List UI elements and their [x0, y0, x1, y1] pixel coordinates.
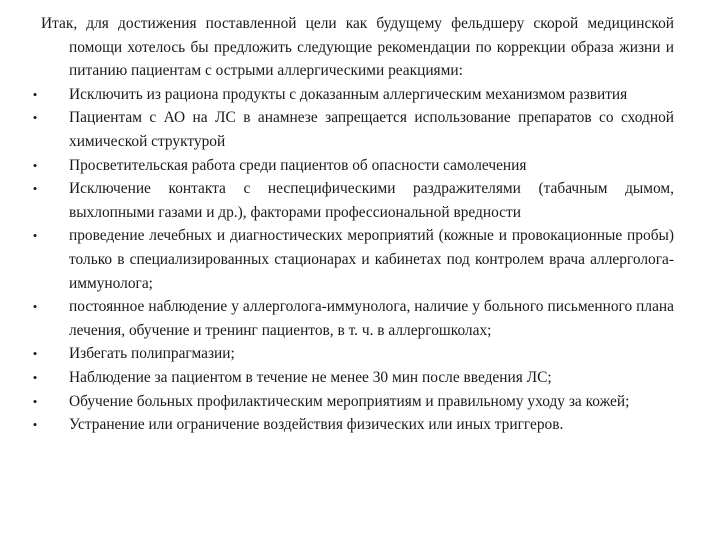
list-item-text: Избегать полипрагмазии; — [69, 345, 235, 363]
bullet-icon: • — [32, 299, 38, 315]
bullet-icon: • — [32, 181, 38, 197]
list-item-text: Обучение больных профилактическим мероприятиям и правильному уходу за кожей; — [69, 392, 630, 410]
document-page — [32, 12, 674, 437]
list-item — [32, 295, 674, 342]
list-item — [32, 366, 674, 390]
bullet-icon: • — [32, 86, 38, 102]
bullet-icon: • — [32, 157, 38, 173]
list-item-text: Пациентам с АО на ЛС в анамнезе запрещается использование препаратов со сходной химической структурой — [69, 109, 674, 150]
intro-paragraph: Итак, для достижения поставленной цели как будущему фельдшеру скорой медицинской помощи хотелось бы предложить следующие рекомендации по коррекции образа жизни и питанию пациентам с острыми аллергическими реакциями: — [41, 15, 674, 80]
list-item-text: проведение лечебных и диагностических мероприятий (кожные и провокационные пробы) только в специализированных стационарах и кабинетах под контролем врача аллерголога- иммунолога; — [69, 227, 674, 292]
bullet-icon: • — [32, 228, 38, 244]
bullet-icon: • — [32, 110, 38, 126]
list-item — [32, 106, 674, 153]
list-item-text: постоянное наблюдение у аллерголога-иммунолога, наличие у больного письменного плана лечения, обучение и тренинг пациентов, в т. ч. в аллергошколах; — [69, 298, 674, 339]
bullet-icon: • — [32, 369, 38, 385]
list-item — [32, 83, 674, 107]
bullet-icon: • — [32, 346, 38, 362]
list-item-text: Устранение или ограничение воздействия физических или иных триггеров. — [69, 416, 564, 434]
list-item — [32, 224, 674, 295]
bullet-icon: • — [32, 417, 38, 433]
list-item-text: Исключение контакта с неспецифическими раздражителями (табачным дымом, выхлопными газами и др.), факторами профессиональной вредности — [69, 180, 674, 221]
list-item — [32, 154, 674, 178]
bullet-icon: • — [32, 393, 38, 409]
list-item — [32, 413, 674, 437]
recommendations-list — [32, 83, 674, 437]
list-item — [32, 177, 674, 224]
list-item — [32, 390, 674, 414]
list-item — [32, 342, 674, 366]
list-item-text: Исключить из рациона продукты с доказанным аллергическим механизмом развития — [69, 85, 628, 103]
list-item-text: Просветительская работа среди пациентов об опасности самолечения — [69, 156, 527, 174]
list-item-text: Наблюдение за пациентом в течение не менее 30 мин после введения ЛС; — [69, 368, 552, 386]
